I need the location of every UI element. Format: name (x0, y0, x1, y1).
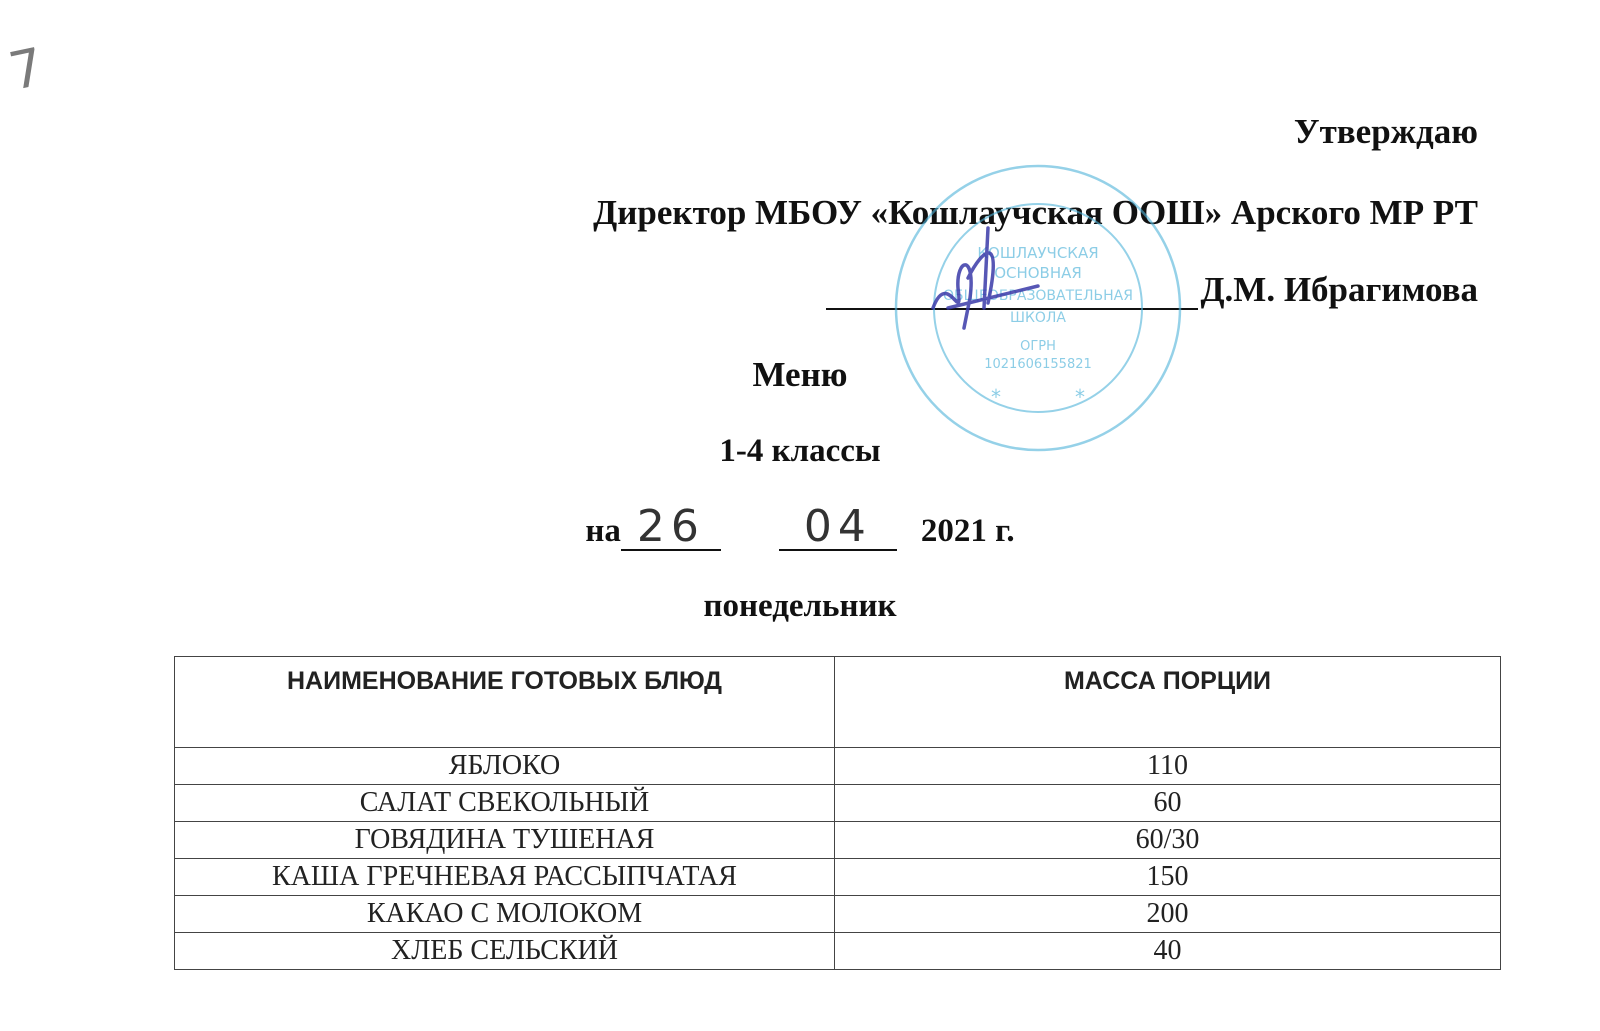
header-dish-name: НАИМЕНОВАНИЕ ГОТОВЫХ БЛЮД (175, 657, 835, 748)
stamp-text-line: 1021606155821 (984, 357, 1092, 372)
handwritten-page-number: 7 (4, 37, 49, 103)
svg-text:*: * (991, 385, 1001, 409)
stamp-text-line: ШКОЛА (1009, 310, 1067, 326)
mass-cell: 40 (835, 933, 1501, 970)
dish-cell: ГОВЯДИНА ТУШЕНАЯ (175, 822, 835, 859)
director-name: Д.М. Ибрагимова (1200, 270, 1478, 309)
dish-cell: КАКАО С МОЛОКОМ (175, 896, 835, 933)
table-row (175, 822, 1501, 859)
menu-title: Меню (752, 355, 848, 394)
menu-date (0, 501, 1600, 552)
dish-cell: КАША ГРЕЧНЕВАЯ РАССЫПЧАТАЯ (175, 859, 835, 896)
table-header-row (175, 657, 1501, 748)
stamp-text-line: ОБЩЕОБРАЗОВАТЕЛЬНАЯ (943, 288, 1133, 304)
table-row (175, 896, 1501, 933)
director-line: Директор МБОУ «Кошлаучская ООШ» Арского МР РТ (593, 193, 1478, 232)
table-row (175, 859, 1501, 896)
mass-cell: 60 (835, 785, 1501, 822)
menu-table (174, 656, 1501, 970)
classes-label: 1-4 классы (719, 433, 881, 469)
date-day: 26 (621, 505, 721, 551)
dish-cell: ЯБЛОКО (175, 748, 835, 785)
mass-cell: 110 (835, 748, 1501, 785)
stamp-text-line: ОГРН (1020, 339, 1056, 354)
table-row (175, 748, 1501, 785)
svg-text:*: * (1075, 385, 1085, 409)
header-portion-mass: МАССА ПОРЦИИ (835, 657, 1501, 748)
approval-title: Утверждаю (1293, 112, 1478, 151)
signature-line (826, 270, 1478, 310)
dish-cell: САЛАТ СВЕКОЛЬНЫЙ (175, 785, 835, 822)
date-year: 2021 г. (920, 513, 1015, 549)
table-row (175, 933, 1501, 970)
date-prefix: на (585, 513, 621, 549)
mass-cell: 150 (835, 859, 1501, 896)
stamp-text-line: ОСНОВНАЯ (994, 264, 1082, 282)
weekday-label: понедельник (703, 588, 897, 624)
mass-cell: 200 (835, 896, 1501, 933)
table-row (175, 785, 1501, 822)
dish-cell: ХЛЕБ СЕЛЬСКИЙ (175, 933, 835, 970)
date-month: 04 (779, 505, 897, 551)
mass-cell: 60/30 (835, 822, 1501, 859)
stamp-text-line: КОШЛАУЧСКАЯ (977, 244, 1099, 262)
signature-blank (826, 272, 1198, 310)
